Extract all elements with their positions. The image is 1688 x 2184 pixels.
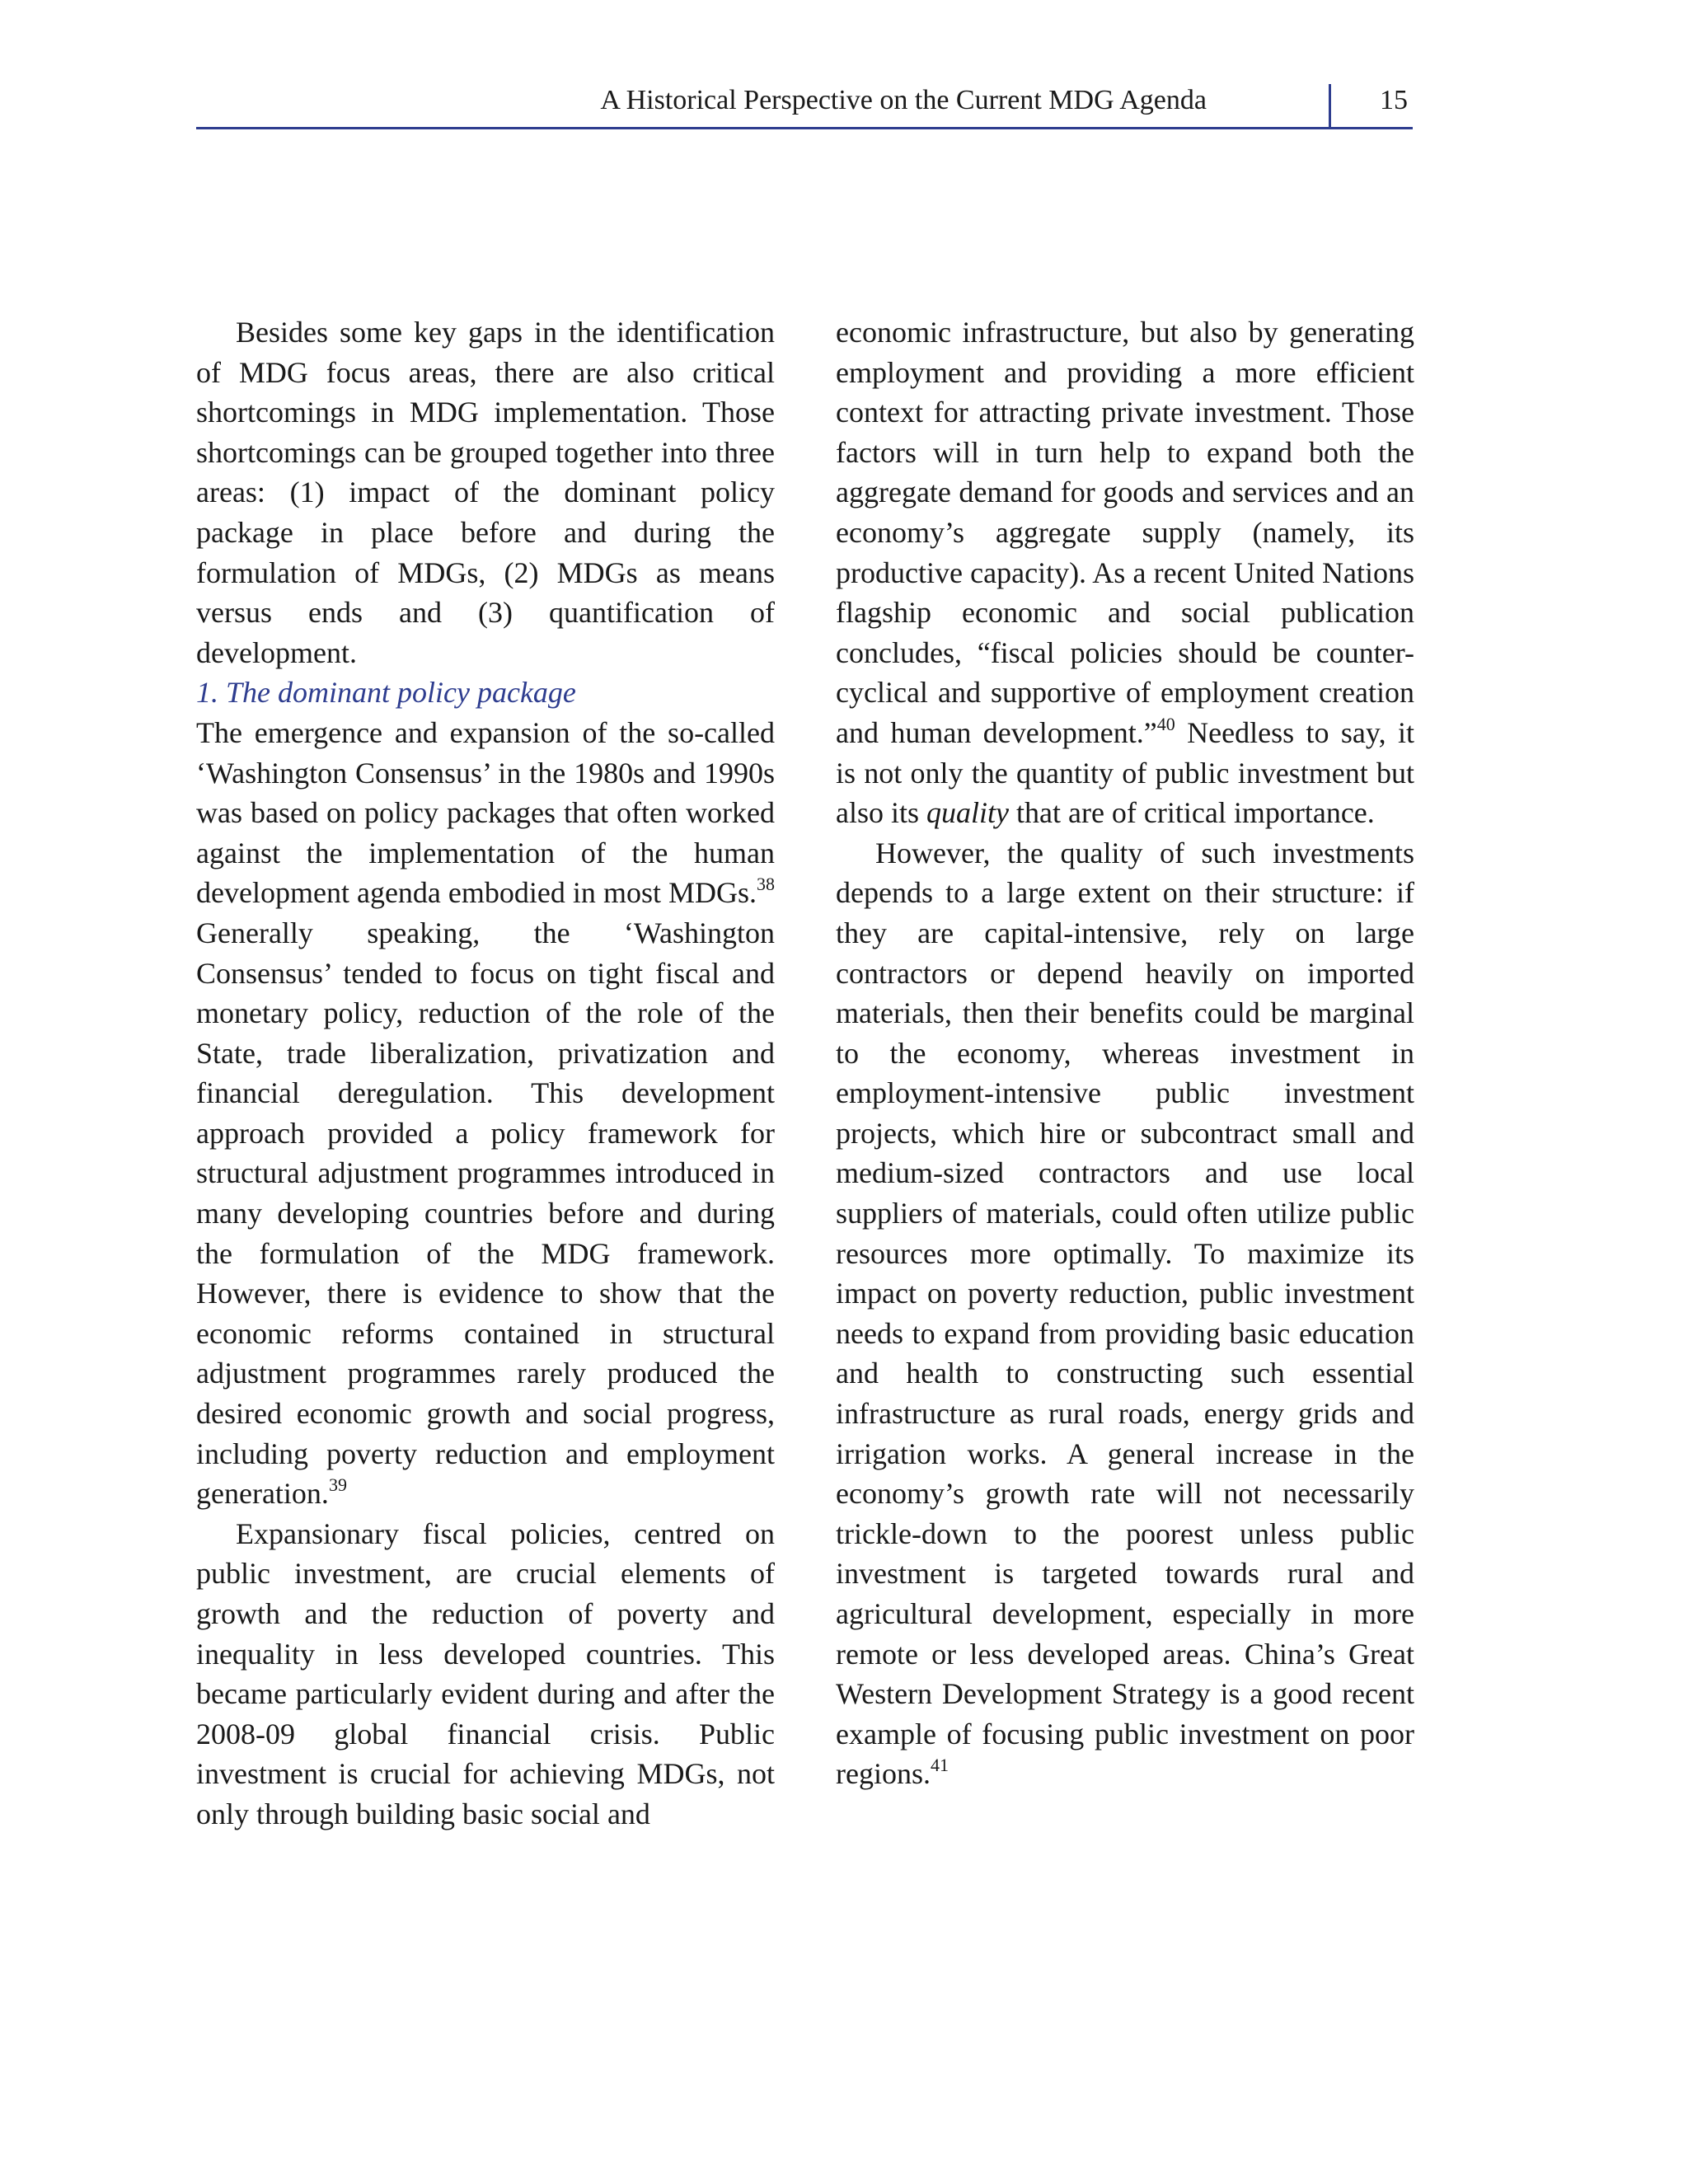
footnote-ref-41[interactable]: 41	[930, 1755, 949, 1776]
paragraph-text: The emergence and expansion of the so-called ‘Washington Consensus’ in the 1980s and 1990s was based on policy packages that often worked against the implementation of the human development agenda embodied in most MDGs.	[196, 715, 775, 910]
page-number: 15	[1380, 85, 1408, 115]
paragraph-text: However, the quality of such investments depends to a large extent on their structure: if they are capital-intensive, rely on large contractors or depend heavily on imported materials, then their benefits could be marginal to the economy, whereas investment in employment-intensive public investment projects, which hire or subcontract small and medium-sized contractors and use local suppliers of materials, could often utilize public resources more optimally. To maximize its impact on poverty reduction, public investment needs to expand from providing basic education and health to constructing such essential infrastructure as rural roads, energy grids and irrigation works. A general increase in the economy’s growth rate will not necessarily trickle-down to the poorest unless public investment is targeted towards rural and agricultural development, especially in more remote or less developed areas. China’s Great Western Development Strategy is a good recent example of focusing public investment on poor regions.	[836, 836, 1414, 1791]
footnote-ref-38[interactable]: 38	[757, 874, 775, 895]
paragraph-text: economic infrastructure, but also by generating employment and providing a more efficient context for attracting private investment. Those factors will in turn help to expand both the aggregate demand for goods and services and an economy’s aggregate supply (namely, its productive capacity). As a recent United Nations flagship economic and social publication concludes, “fiscal policies should be counter-cyclical and supportive of employment creation and human development.”	[836, 316, 1414, 749]
footnote-ref-39[interactable]: 39	[328, 1474, 347, 1496]
paragraph-text: Generally speaking, the ‘Washington Consensus’ tended to focus on tight fiscal and monetary policy, reduction of the role of the State, trade liberalization, privatization and financial deregulation. This development approach provided a policy framework for structural adjustment programmes introduced in many developing countries before and during the formulation of the MDG framework. However, there is evidence to show that the economic reforms contained in structural adjustment programmes rarely produced the desired economic growth and social progress, including poverty reduction and employment generation.	[196, 916, 775, 1511]
investment-quality-paragraph	[836, 833, 1414, 1794]
running-header	[196, 76, 1413, 129]
section-heading: 1. The dominant policy package	[196, 676, 576, 710]
washington-consensus-paragraph	[196, 713, 775, 1514]
paragraph-text: that are of critical importance.	[1009, 796, 1375, 830]
right-column	[836, 312, 1414, 1794]
running-title: A Historical Perspective on the Current MDG Agenda	[600, 85, 1207, 115]
footnote-ref-40[interactable]: 40	[1156, 713, 1175, 734]
infrastructure-paragraph	[836, 312, 1414, 833]
paragraph-text: Needless to say, it is not only the quantity of public investment but also its	[836, 715, 1414, 830]
left-column	[196, 312, 775, 1835]
emphasis-quality: quality	[926, 796, 1009, 830]
intro-paragraph: Besides some key gaps in the identification of MDG focus areas, there are also critical shortcomings in MDG implementation. Those shortcomings can be grouped together into three areas: (1) impact of the dominant policy package in place before and during the formulation of MDGs, (2) MDGs as means versus ends and (3) quantification of development.	[196, 316, 775, 669]
fiscal-policies-paragraph: Expansionary fiscal policies, centred on public investment, are crucial elements of growth and the reduction of poverty and inequality in less developed countries. This became particularly evident during and after the 2008-09 global financial crisis. Public investment is crucial for achieving MDGs, not only through building basic social and	[196, 1516, 775, 1830]
header-divider	[1329, 84, 1331, 127]
